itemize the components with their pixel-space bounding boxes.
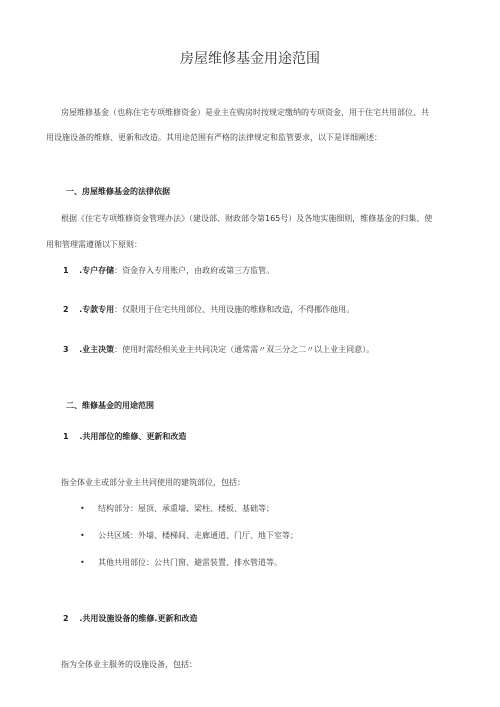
intro-line-2: 用设施设备的维修、更新和改造。其用途范围有严格的法律规定和监管要求，以下是详细阐述： [46,133,382,142]
principle-number: 3 [63,345,69,354]
principle-text: ：仅限用于住宅共用部位、共用设施的维修和改造，不得挪作他用。 [114,305,355,314]
bullet-symbol: • [80,504,85,513]
section-1-para-line-2: 用和管理需遵循以下原则： [46,240,142,249]
subsection-number: 1 [63,432,69,441]
bullet-item-public-areas: 公共区域：外墙、楼梯间、走廊通道、门厅、地下室等； [98,531,298,540]
section-1-heading: 一、房屋维修基金的法律依据 [66,187,170,196]
principle-item-1 [63,266,274,276]
document-title: 房屋维修基金用途范围 [180,51,320,67]
bullet-item-other-parts: 其他共用部位：公共门窗、避雷装置、排水管道等。 [98,558,282,567]
principle-text: ：使用时需经相关业主共同决定（通常需〃双三分之二〃以上业主同意）。 [114,345,375,354]
subsection-1-intro: 指全体业主或部分业主共同使用的建筑部位，包括： [61,478,245,487]
intro-line-1: 房屋维修基金（也称住宅专项维修资金）是业主在购房时按规定缴纳的专项资金，用于住宅共用部位、共 [61,108,429,117]
subsection-title: .共用部位的维修、更新和改造 [79,432,187,441]
subsection-title: .共用设施设备的维修.更新和改造 [79,614,198,623]
principle-number: 1 [63,266,69,275]
principle-text: ：资金存入专用账户，由政府或第三方监管。 [114,266,275,275]
bullet-item-structure: 结构部分：屋顶、承重墙、梁柱、楼板、基础等； [98,504,274,513]
subsection-number: 2 [63,614,69,623]
principle-label: .业主决策 [79,345,115,354]
principle-item-3 [63,345,374,355]
bullet-symbol: • [80,558,85,567]
principle-label: .专户存储 [79,266,115,275]
section-1-para-line-1: 根据《住宅专项维修资金管理办法》（建设部、财政部令第165号）及各地实施细则，维修基金的归集、使 [61,214,433,223]
subsection-1-heading [63,432,186,442]
subsection-2-intro: 指为全体业主服务的设施设备，包括： [61,660,197,669]
subsection-2-heading [63,614,197,624]
bullet-symbol: • [80,531,85,540]
principle-label: .专款专用 [79,305,115,314]
principle-number: 2 [63,305,69,314]
section-2-heading: 二、维修基金的用途范围 [66,401,154,410]
principle-item-2 [63,305,354,315]
